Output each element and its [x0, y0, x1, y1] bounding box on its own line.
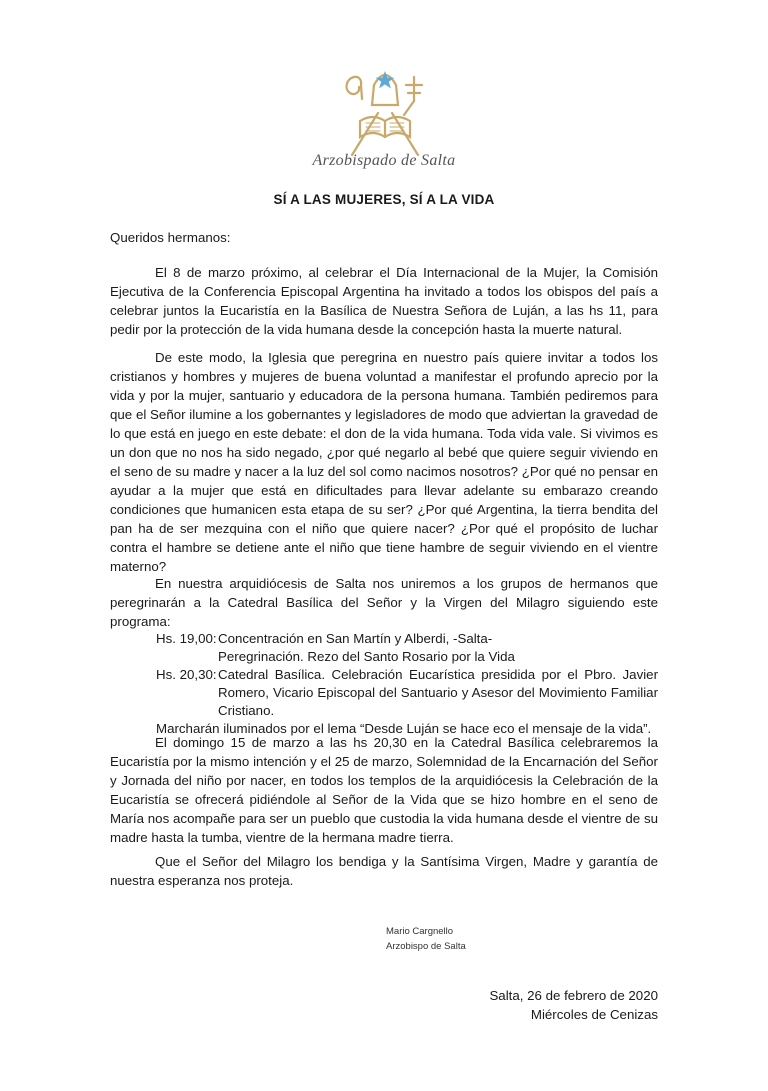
- schedule: [156, 630, 658, 738]
- signer-name: Mario Cargnello: [386, 926, 454, 937]
- star-icon: [376, 71, 395, 88]
- schedule-text-continued: Peregrinación. Rezo del Santo Rosario por la Vida: [218, 649, 515, 664]
- paragraph-text: De este modo, la Iglesia que peregrina en nuestro país quiere invitar a todos los cristianos y hombres y mujeres de buena voluntad a manifestar el profundo aprecio por la vida y por la mujer, santuario y educadora de la persona humana. También pediremos para que el Señor ilumine a los gobernantes y legisladores de modo que adviertan la gravedad de lo que está en juego en este debate: el don de la vida humana. Toda vida vale. Si vivimos es un don que no nos ha sido negado, ¿por qué negarlo al bebé que quiere seguir viviendo en el seno de su madre y nacer a la luz del sol como nacimos nosotros? ¿Por qué no pensar en ayudar a la mujer que está en dificultades para llevar adelante su embarazo creando condiciones que humanicen esta etapa de su ser? ¿Por qué Argentina, la tierra bendita del pan ha de ser mezquina con el niño que quiere nacer? ¿Por qué el propósito de luchar contra el hambre se detiene ante el niño que tiene hambre de seguir viviendo en el vientre materno?: [110, 350, 658, 574]
- signer-role: Arzobispo de Salta: [386, 941, 466, 952]
- paragraph-text: El domingo 15 de marzo a las hs 20,30 en la Catedral Basílica celebraremos la Eucaristía por la mismo intención y el 25 de marzo, Solemnidad de la Encarnación del Señor y Jornada del niño por nacer, en todos los templos de la arquidiócesis la Celebración de la Eucaristía se ofrecerá pidiéndole al Señor de la Vida que se hizo hombre en el seno de María nos acompañe para ser un pueblo que custodia la vida humana desde el vientre de su madre hasta la tumba, vientre de la hermana madre tierra.: [110, 735, 658, 845]
- paragraph-text: En nuestra arquidiócesis de Salta nos uniremos a los grupos de hermanos que peregrinarán a la Catedral Basílica del Señor y la Virgen del Milagro siguiendo este programa:: [110, 576, 658, 629]
- paragraph-3: [110, 574, 658, 631]
- archdiocese-crest-icon: [330, 55, 440, 165]
- organization-name: Arzobispado de Salta: [312, 152, 456, 169]
- paragraph-4: [110, 733, 658, 847]
- paragraph-text: El 8 de marzo próximo, al celebrar el Día Internacional de la Mujer, la Comisión Ejecutiva de la Conferencia Episcopal Argentina ha invitado a todos los obispos del país a celebrar juntos la Eucaristía en la Basílica de Nuestra Señora de Luján, a las hs 11, para pedir por la protección de la vida humana desde la concepción hasta la muerte natural.: [110, 265, 658, 337]
- greeting-text: Queridos hermanos:: [110, 230, 231, 245]
- schedule-time: Hs. 20,30:: [156, 667, 217, 682]
- paragraph-text: Que el Señor del Milagro los bendiga y la Santísima Virgen, Madre y garantía de nuestra esperanza nos proteja.: [110, 854, 658, 888]
- paragraph-2: [110, 348, 658, 576]
- schedule-text: Concentración en San Martín y Alberdi, -Salta-: [218, 631, 493, 646]
- schedule-item: [156, 630, 658, 648]
- paragraph-1: [110, 263, 658, 339]
- paragraph-5: [110, 852, 658, 890]
- schedule-time: Hs. 19,00:: [156, 631, 217, 646]
- page-title: SÍ A LAS MUJERES, SÍ A LA VIDA: [273, 192, 495, 207]
- liturgical-day: Miércoles de Cenizas: [530, 1007, 658, 1022]
- schedule-text: Catedral Basílica. Celebración Eucarística presidida por el Pbro. Javier Romero, Vicario Episcopal del Santuario y Asesor del Movimiento Familiar Cristiano.: [218, 667, 658, 718]
- signature-block: [386, 924, 466, 954]
- greeting: [110, 228, 658, 247]
- schedule-item: [156, 666, 658, 720]
- date-block: [489, 986, 658, 1024]
- motto: Marcharán iluminados por el lema “Desde Luján se hace eco el mensaje de la vida”.: [156, 721, 652, 736]
- place-date: Salta, 26 de febrero de 2020: [489, 988, 658, 1003]
